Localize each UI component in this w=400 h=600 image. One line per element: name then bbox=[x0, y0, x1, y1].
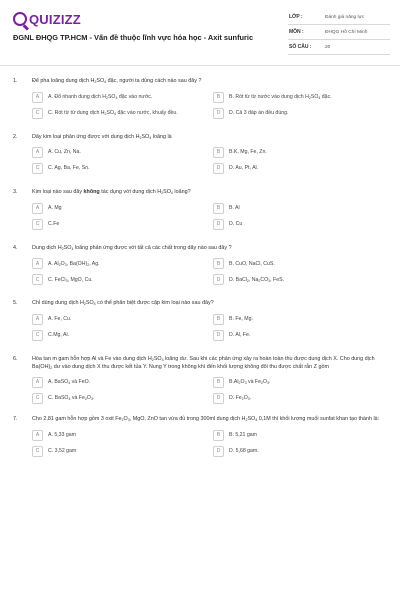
text-part: . bbox=[92, 395, 95, 402]
subscript: 2 bbox=[258, 278, 261, 283]
question-stem bbox=[13, 416, 387, 424]
option-letter-badge: B bbox=[213, 258, 224, 269]
answer-option-b[interactable] bbox=[213, 377, 394, 388]
subscript: 4 bbox=[104, 80, 107, 84]
answer-option-b[interactable] bbox=[213, 258, 394, 269]
answer-option-a[interactable] bbox=[32, 377, 213, 388]
option-letter-badge: C bbox=[32, 330, 43, 341]
text-part: dư vào dung dịch X thu được kết tủa Y. Nung Y trong không khí đến khối lượng không đổi thu được chất rắn Z gồm bbox=[52, 363, 329, 370]
text-part: loãng dư. Sau khi các phản ứng xảy ra hoàn toàn thu được dung dịch X. Cho dung dịch Ba(OH) bbox=[32, 355, 375, 370]
subscript: 2 bbox=[104, 111, 107, 116]
answer-options bbox=[32, 314, 387, 341]
text-part: B. Al bbox=[229, 205, 240, 212]
subscript: 2 bbox=[83, 302, 86, 307]
text-part: B.K, Mg, Fe, Zn. bbox=[229, 149, 267, 156]
text-part: A. Cu, Zn, Na. bbox=[48, 149, 81, 156]
option-text bbox=[229, 149, 394, 155]
option-letter-badge: C bbox=[32, 219, 43, 230]
text-part: D. BaCl bbox=[229, 276, 247, 283]
answer-option-a[interactable] bbox=[32, 147, 213, 158]
subscript: 2 bbox=[241, 397, 244, 402]
text-part: đặc. bbox=[320, 93, 332, 100]
subscript: 2 bbox=[105, 95, 108, 100]
text-part: C. FeCl bbox=[48, 276, 66, 283]
question-item bbox=[13, 134, 387, 175]
page-title: ĐGNL ĐHQG TP.HCM - Vấn đề thuộc lĩnh vực hóa học - Axit sunfuric bbox=[13, 33, 254, 42]
text-part: CO bbox=[260, 276, 269, 283]
answer-options bbox=[32, 203, 387, 230]
text-part: Cho 2,81 gam hỗn hợp gồm 3 oxit Fe bbox=[32, 416, 122, 423]
text-part: B. Rót từ từ nước vào dung dịch H bbox=[229, 93, 309, 100]
option-letter-badge: A bbox=[32, 147, 43, 158]
answer-option-a[interactable] bbox=[32, 92, 213, 103]
question-text bbox=[32, 134, 387, 142]
answer-option-c[interactable] bbox=[32, 330, 213, 341]
text-part: D. Au, Pt, Al. bbox=[229, 165, 259, 172]
text-part: , MgO, Cu. bbox=[67, 276, 93, 283]
question-list bbox=[0, 78, 400, 457]
meta-value: 20 bbox=[325, 44, 331, 50]
subscript: 4 bbox=[170, 191, 173, 196]
answer-option-b[interactable] bbox=[213, 203, 394, 214]
subscript: 2 bbox=[121, 418, 124, 423]
option-letter-badge: D bbox=[213, 274, 224, 285]
subscript: 2 bbox=[246, 278, 249, 283]
text-part: D. Cu bbox=[229, 221, 243, 228]
text-part: có thể phân biệt được cặp kim loại nào sau đây? bbox=[95, 300, 214, 307]
text-part: C. Ag, Ba, Fe, Sn. bbox=[48, 165, 90, 172]
option-letter-badge: D bbox=[213, 393, 224, 404]
option-text bbox=[48, 332, 213, 338]
question-stem bbox=[13, 356, 387, 371]
question-text bbox=[32, 300, 387, 308]
question-item bbox=[13, 300, 387, 341]
subscript: 3 bbox=[267, 381, 270, 386]
option-text bbox=[229, 221, 394, 227]
option-text bbox=[229, 165, 394, 171]
question-text bbox=[32, 245, 387, 253]
subscript: 2 bbox=[84, 397, 87, 402]
text-part: O bbox=[243, 395, 248, 402]
text-part: A. Al bbox=[48, 260, 59, 267]
subscript: 3 bbox=[90, 397, 93, 402]
answer-option-a[interactable] bbox=[32, 430, 213, 441]
subscript: 2 bbox=[94, 80, 97, 84]
answer-option-d[interactable] bbox=[213, 219, 394, 230]
option-text bbox=[48, 165, 213, 171]
option-letter-badge: A bbox=[32, 377, 43, 388]
subscript: 2 bbox=[87, 262, 90, 267]
subscript: 2 bbox=[308, 95, 311, 100]
option-letter-badge: D bbox=[213, 108, 224, 119]
option-letter-badge: B bbox=[213, 314, 224, 325]
answer-option-d[interactable] bbox=[213, 393, 394, 404]
option-text bbox=[48, 448, 213, 454]
option-text bbox=[48, 316, 213, 322]
answer-options bbox=[32, 258, 387, 285]
answer-option-c[interactable] bbox=[32, 108, 213, 119]
option-text bbox=[229, 277, 394, 283]
answer-option-a[interactable] bbox=[32, 314, 213, 325]
text-part: Kim loại nào sau đây bbox=[32, 189, 84, 196]
answer-option-b[interactable] bbox=[213, 314, 394, 325]
meta-row-count bbox=[288, 40, 390, 55]
subscript: 4 bbox=[114, 111, 117, 116]
option-text bbox=[229, 261, 394, 267]
question-stem bbox=[13, 245, 387, 253]
option-text bbox=[48, 379, 213, 385]
text-part: SO bbox=[141, 133, 150, 140]
option-text bbox=[229, 332, 394, 338]
question-number: 6. bbox=[13, 355, 18, 362]
option-letter-badge: C bbox=[32, 108, 43, 119]
question-stem bbox=[13, 78, 387, 86]
answer-option-c[interactable] bbox=[32, 274, 213, 285]
text-part: không bbox=[83, 189, 100, 196]
subscript: 2 bbox=[260, 381, 263, 386]
quizizz-logo bbox=[13, 11, 83, 27]
subscript: 4 bbox=[255, 418, 258, 423]
text-part: loãng phản ứng được với tất cả các chất trong dãy nào sau đây ? bbox=[73, 244, 232, 251]
option-text bbox=[229, 432, 394, 438]
text-part: O bbox=[60, 260, 65, 267]
text-part: A. Fe, Cu. bbox=[48, 316, 72, 323]
text-part: B. CuO, NaCl, CuS. bbox=[229, 260, 275, 267]
option-letter-badge: B bbox=[213, 203, 224, 214]
text-part: O bbox=[240, 379, 245, 386]
question-stem bbox=[13, 189, 387, 197]
subscript: 2 bbox=[61, 246, 64, 251]
subscript: 3 bbox=[64, 262, 67, 267]
text-part: SO bbox=[163, 189, 171, 196]
text-part: D. Fe bbox=[229, 395, 242, 402]
text-part: Chỉ dùng dung dịch H bbox=[32, 300, 84, 307]
question-text bbox=[32, 189, 387, 197]
subscript: 2 bbox=[238, 381, 241, 386]
text-part: C. BaSO bbox=[48, 395, 69, 402]
option-letter-badge: A bbox=[32, 258, 43, 269]
option-text bbox=[229, 379, 394, 385]
meta-row-subject bbox=[288, 25, 390, 40]
question-item bbox=[13, 78, 387, 119]
option-letter-badge: A bbox=[32, 203, 43, 214]
option-letter-badge: B bbox=[213, 147, 224, 158]
answer-option-a[interactable] bbox=[32, 258, 213, 269]
option-letter-badge: D bbox=[213, 330, 224, 341]
answer-option-d[interactable] bbox=[213, 330, 394, 341]
option-text bbox=[229, 448, 394, 454]
option-text bbox=[229, 316, 394, 322]
text-part: . bbox=[269, 379, 271, 386]
subscript: 4 bbox=[161, 357, 164, 362]
subscript: 2 bbox=[139, 135, 142, 140]
text-part: , Na bbox=[248, 276, 259, 283]
text-part: B. 5,21 gam bbox=[229, 432, 257, 439]
question-stem bbox=[13, 134, 387, 142]
text-part: , MgO, ZnO tan vừa đủ trong 300ml dung dịch H bbox=[129, 416, 246, 423]
option-letter-badge: C bbox=[32, 274, 43, 285]
question-number: 3. bbox=[13, 189, 18, 196]
text-part: loãng là bbox=[151, 133, 172, 140]
question-text bbox=[32, 356, 387, 371]
answer-options bbox=[32, 430, 387, 457]
subscript: 2 bbox=[58, 262, 61, 267]
option-text bbox=[48, 261, 213, 267]
text-part: O bbox=[123, 416, 128, 423]
question-number: 1. bbox=[13, 78, 18, 84]
option-letter-badge: D bbox=[213, 163, 224, 174]
subscript: 4 bbox=[149, 135, 152, 140]
question-text bbox=[32, 78, 387, 86]
subscript: 2 bbox=[245, 418, 248, 423]
meta-table bbox=[288, 10, 390, 55]
text-part: và Fe bbox=[246, 379, 261, 386]
text-part: C.Mg, Al. bbox=[48, 332, 70, 339]
text-part: C. Rót từ từ dung dịch H bbox=[48, 109, 105, 116]
option-text bbox=[48, 94, 213, 100]
answer-option-b[interactable] bbox=[213, 92, 394, 103]
text-part: A. Mg bbox=[48, 205, 62, 212]
text-part: Để pha loãng dung dịch H bbox=[32, 78, 95, 84]
text-part: O bbox=[262, 379, 268, 386]
option-text bbox=[48, 221, 213, 227]
subscript: 4 bbox=[68, 381, 71, 386]
text-part: . bbox=[249, 395, 252, 402]
answer-option-d[interactable] bbox=[213, 446, 394, 457]
subscript: 3 bbox=[127, 418, 130, 423]
meta-row-class bbox=[288, 10, 390, 25]
subscript: 4 bbox=[318, 95, 321, 100]
text-part: Dung dịch H bbox=[32, 244, 62, 251]
meta-key: SỐ CÂU : bbox=[289, 44, 312, 50]
answer-option-c[interactable] bbox=[32, 219, 213, 230]
answer-option-d[interactable] bbox=[213, 274, 394, 285]
text-part: A. 5,33 gam bbox=[48, 432, 76, 439]
text-part: B.Al bbox=[229, 379, 239, 386]
option-text bbox=[48, 205, 213, 211]
answer-option-d[interactable] bbox=[213, 108, 394, 119]
text-part: A. Đổ nhanh dung dịch H bbox=[48, 93, 106, 100]
answer-option-d[interactable] bbox=[213, 163, 394, 174]
text-part: loãng? bbox=[172, 189, 191, 196]
question-number: 4. bbox=[13, 244, 18, 251]
option-letter-badge: B bbox=[213, 92, 224, 103]
subscript: 4 bbox=[93, 302, 96, 307]
text-part: D. Al, Fe. bbox=[229, 332, 251, 339]
answer-option-c[interactable] bbox=[32, 393, 213, 404]
option-letter-badge: C bbox=[32, 446, 43, 457]
option-text bbox=[48, 395, 213, 401]
text-part: đặc vào nước, khuấy đều. bbox=[116, 109, 178, 116]
text-part: O bbox=[86, 395, 91, 402]
text-part: đặc vào nước. bbox=[117, 93, 153, 100]
text-part: SO bbox=[310, 93, 319, 100]
subscript: 4 bbox=[68, 397, 71, 402]
logo-text: QUIZIZZ bbox=[29, 11, 81, 27]
answer-options bbox=[32, 147, 387, 174]
option-letter-badge: B bbox=[213, 377, 224, 388]
answer-options bbox=[32, 377, 387, 404]
text-part: và Fe bbox=[70, 395, 85, 402]
option-text bbox=[48, 277, 213, 283]
text-part: Hòa tan m gam hỗn hợp Al và Fe vào dung dịch H bbox=[32, 355, 152, 362]
question-item bbox=[13, 356, 387, 404]
text-part: B. Fe, Mg. bbox=[229, 316, 253, 323]
meta-key: MÔN : bbox=[289, 29, 304, 35]
option-letter-badge: D bbox=[213, 219, 224, 230]
option-letter-badge: B bbox=[213, 430, 224, 441]
option-text bbox=[229, 110, 394, 116]
text-part: D. 5,68 gam. bbox=[229, 448, 259, 455]
answer-option-c[interactable] bbox=[32, 446, 213, 457]
subscript: 3 bbox=[247, 397, 250, 402]
answer-option-b[interactable] bbox=[213, 430, 394, 441]
answer-option-b[interactable] bbox=[213, 147, 394, 158]
question-number: 2. bbox=[13, 133, 18, 140]
option-text bbox=[229, 395, 394, 401]
subscript: 2 bbox=[151, 357, 154, 362]
option-letter-badge: A bbox=[32, 430, 43, 441]
question-item bbox=[13, 189, 387, 230]
question-number: 7. bbox=[13, 416, 18, 423]
meta-value: Đánh giá năng lực bbox=[325, 14, 365, 20]
option-text bbox=[48, 110, 213, 116]
text-part: 0,1M thì khối lượng muối sunfat khan tạo thành là: bbox=[257, 416, 380, 423]
text-part: SO bbox=[107, 93, 116, 100]
meta-value: ĐHQG Hồ Chí Minh bbox=[325, 29, 368, 35]
text-part: SO bbox=[247, 416, 256, 423]
text-part: , Ag. bbox=[89, 260, 100, 267]
option-text bbox=[229, 205, 394, 211]
text-part: C. 3,52 gam bbox=[48, 448, 77, 455]
text-part: SO bbox=[153, 355, 162, 362]
subscript: 2 bbox=[50, 365, 53, 370]
question-stem bbox=[13, 300, 387, 308]
logo-q-icon bbox=[13, 12, 27, 26]
option-letter-badge: C bbox=[32, 393, 43, 404]
option-letter-badge: A bbox=[32, 314, 43, 325]
subscript: 2 bbox=[161, 191, 164, 196]
option-letter-badge: C bbox=[32, 163, 43, 174]
text-part: D. Cả 3 đáp án đều đúng. bbox=[229, 109, 289, 116]
subscript: 3 bbox=[244, 381, 247, 386]
text-part: SO bbox=[96, 78, 105, 84]
text-part: Dãy kim loại phản ứng được với dung dịch H bbox=[32, 133, 140, 140]
subscript: 4 bbox=[115, 95, 118, 100]
text-part: SO bbox=[85, 300, 94, 307]
meta-key: LỚP : bbox=[289, 14, 303, 20]
subscript: 3 bbox=[268, 278, 271, 283]
text-part: , Ba(OH) bbox=[66, 260, 88, 267]
question-text bbox=[32, 416, 387, 424]
answer-option-a[interactable] bbox=[32, 203, 213, 214]
text-part: và FeO. bbox=[70, 379, 91, 386]
question-number: 5. bbox=[13, 300, 18, 307]
option-letter-badge: A bbox=[32, 92, 43, 103]
text-part: tác dụng với dung dịch H bbox=[99, 189, 162, 196]
option-letter-badge: D bbox=[213, 446, 224, 457]
option-text bbox=[48, 149, 213, 155]
subscript: 4 bbox=[71, 246, 74, 251]
text-part: đặc, người ta dùng cách nào sau đây ? bbox=[106, 78, 202, 84]
subscript: 3 bbox=[65, 278, 68, 283]
option-text bbox=[48, 432, 213, 438]
question-item bbox=[13, 245, 387, 286]
question-item bbox=[13, 416, 387, 457]
text-part: A. BaSO bbox=[48, 379, 69, 386]
text-part: , FeS. bbox=[270, 276, 285, 283]
option-text bbox=[229, 94, 394, 100]
answer-options bbox=[32, 92, 387, 119]
text-part: SO bbox=[106, 109, 115, 116]
text-part: C.Fe bbox=[48, 221, 60, 228]
text-part: SO bbox=[63, 244, 72, 251]
answer-option-c[interactable] bbox=[32, 163, 213, 174]
header-divider bbox=[0, 65, 400, 66]
